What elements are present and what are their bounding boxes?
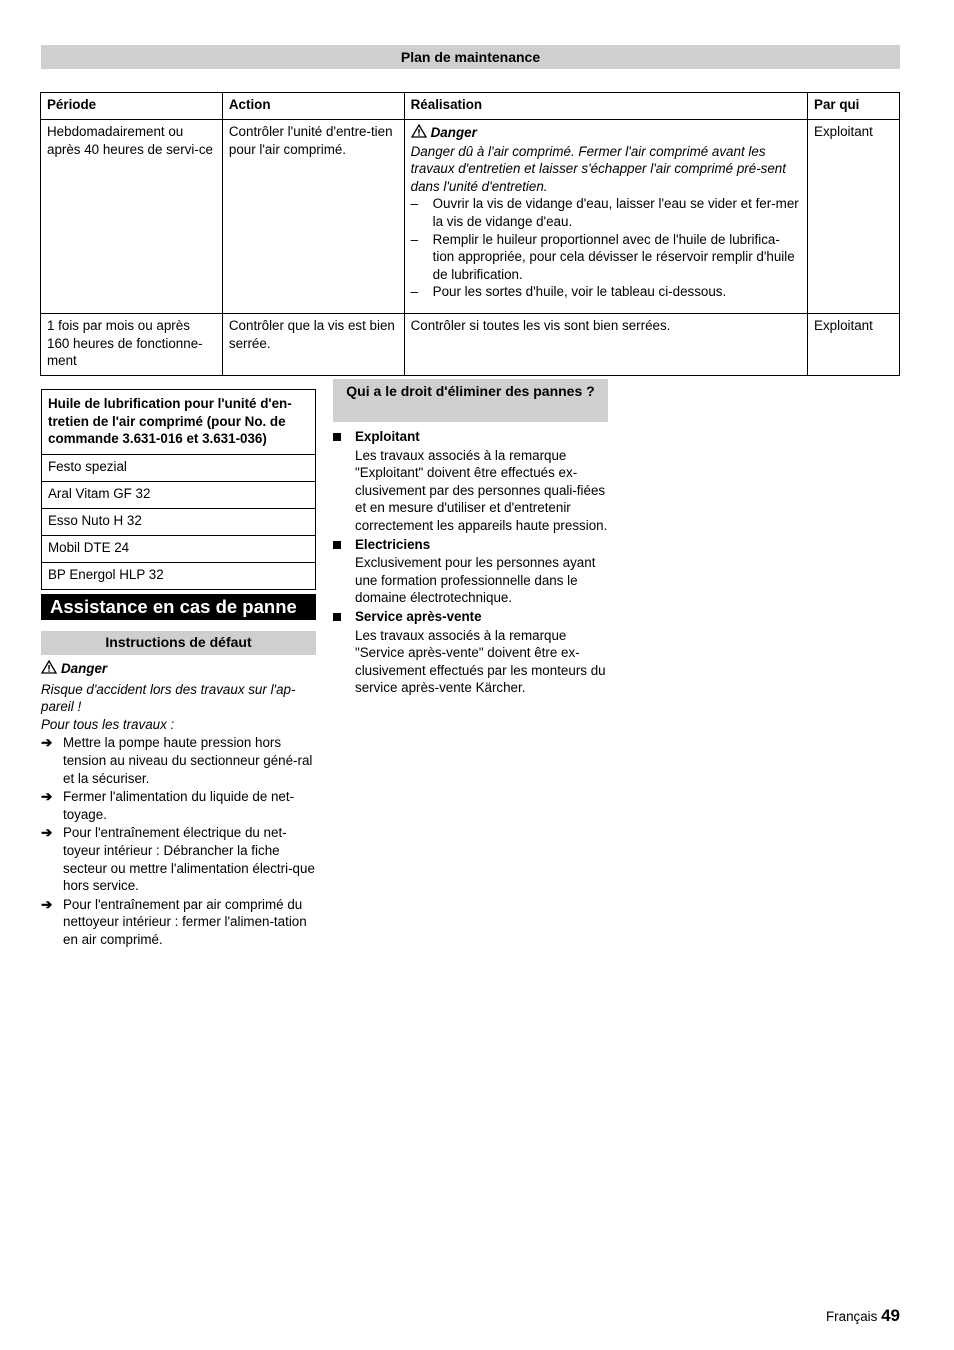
square-bullet-icon: [333, 541, 341, 549]
table-row: [42, 536, 316, 563]
row1-danger-label: Danger: [430, 125, 477, 140]
warning-triangle-icon: [411, 124, 427, 138]
arrow-right-icon: ➔: [41, 789, 53, 805]
rights-label-1: Exploitant: [355, 429, 420, 444]
row2-realisation: Contrôler si toutes les vis sont bien serrées.: [404, 314, 807, 376]
square-bullet-icon: [333, 613, 341, 621]
list-item: [333, 608, 608, 697]
rights-text-2: Exclusivement pour les personnes ayant une formation professionnelle dans le domaine électrotechnique.: [355, 555, 596, 606]
assistance-for-all: Pour tous les travaux :: [41, 716, 175, 732]
row2-period: 1 fois par mois ou après 160 heures de fonctionne-ment: [41, 314, 223, 376]
row1-who: Exploitant: [808, 120, 900, 314]
table-row: [41, 120, 900, 314]
rights-title: Qui a le droit d'éliminer des pannes ?: [333, 379, 608, 422]
assistance-danger-label: Danger: [61, 661, 108, 676]
oil-table-header: Huile de lubrification pour l'unité d'en-tretien de l'air comprimé (pour No. de commande 3.631-016 et 3.631-036): [42, 390, 316, 455]
row2-who: Exploitant: [808, 314, 900, 376]
instructions-subtitle: Instructions de défaut: [41, 631, 316, 655]
assistance-item-1: Mettre la pompe haute pression hors tension au niveau du sectionneur géné-ral et la sécuriser.: [63, 735, 313, 786]
maintenance-table: [40, 92, 900, 376]
table-row: [41, 314, 900, 376]
header-realisation: Réalisation: [404, 93, 807, 120]
rights-body: [333, 427, 608, 697]
header-periode: Période: [41, 93, 223, 120]
rights-label-2: Electriciens: [355, 536, 431, 552]
row1-step-2: Remplir le huileur proportionnel avec de l'huile de lubrifica-tion appropriée, pour cela dévisser le réservoir remplir d'huile de lubrification.: [432, 231, 795, 282]
row1-step-3: Pour les sortes d'huile, voir le tableau ci-dessous.: [432, 284, 727, 300]
list-item: [41, 734, 319, 787]
warning-triangle-icon: [41, 660, 57, 674]
row1-step-1: Ouvrir la vis de vidange d'eau, laisser l'eau se vider et fer-mer la vis de vidange d'eau.: [432, 196, 799, 229]
page-number: 49: [881, 1306, 900, 1325]
row1-realisation: [404, 120, 807, 314]
assistance-title: Assistance en cas de panne: [41, 594, 316, 620]
oil-table: [41, 389, 316, 590]
oil-table-header-row: [42, 390, 316, 455]
row1-period: Hebdomadairement ou après 40 heures de servi-ce: [41, 120, 223, 314]
oil-cell-1: Festo spezial: [42, 455, 316, 482]
table-row: [42, 563, 316, 590]
table-row: [42, 509, 316, 536]
assistance-danger-heading: [41, 660, 319, 678]
table-header-row: [41, 93, 900, 120]
list-item: [333, 536, 608, 607]
arrow-right-icon: ➔: [41, 735, 53, 751]
oil-cell-5: BP Energol HLP 32: [42, 563, 316, 590]
table-row: [42, 482, 316, 509]
page-footer: [826, 1307, 900, 1326]
list-item: [41, 896, 319, 949]
rights-label-3: Service après-vente: [355, 608, 482, 624]
arrow-right-icon: ➔: [41, 825, 53, 841]
list-item: [333, 428, 608, 535]
rights-text-1: Les travaux associés à la remarque "Exploitant" doivent être effectués ex-clusivement par des personnes quali-fiées et en mesure d'utiliser et d'entretenir correctement les appareils haute pression.: [355, 447, 608, 533]
list-item: – Ouvrir la vis de vidange d'eau, laisser l'eau se vider et fer-mer la vis de vidange d'eau.: [411, 195, 801, 230]
assistance-item-4: Pour l'entraînement par air comprimé du nettoyeur intérieur : fermer l'alimen-tation en air comprimé.: [63, 896, 307, 947]
oil-cell-3: Esso Nuto H 32: [42, 509, 316, 536]
arrow-right-icon: ➔: [41, 896, 53, 912]
square-bullet-icon: [333, 433, 341, 441]
assistance-item-3: Pour l'entraînement électrique du net-toyeur intérieur : Débrancher la fiche secteur ou mettre l'alimentation électri-que hors service.: [63, 825, 315, 894]
rights-text-3: Les travaux associés à la remarque "Service après-vente" doivent être ex-clusivement effectués par les monteurs du service après-vente Kärcher.: [355, 627, 606, 696]
table-row: [42, 455, 316, 482]
oil-cell-2: Aral Vitam GF 32: [42, 482, 316, 509]
row1-action: Contrôler l'unité d'entre-tien pour l'air comprimé.: [222, 120, 404, 314]
assistance-body: [41, 660, 319, 949]
maintenance-title: Plan de maintenance: [41, 45, 900, 69]
row1-danger-text: Danger dû à l'air comprimé. Fermer l'air comprimé avant les travaux d'entretien et laisser s'échapper l'air comprimé pré-sent dans l'unité d'entretien.: [410, 143, 786, 194]
assistance-item-2: Fermer l'alimentation du liquide de net-toyage.: [63, 789, 295, 822]
list-item: [41, 788, 319, 823]
list-item: [41, 824, 319, 894]
header-par-qui: Par qui: [808, 93, 900, 120]
list-item: – Remplir le huileur proportionnel avec de l'huile de lubrifica-tion appropriée, pour cela dévisser le réservoir remplir d'huile de lubrification.: [411, 231, 801, 284]
header-action: Action: [222, 93, 404, 120]
footer-language: Français: [825, 1309, 878, 1324]
row1-danger-heading: [411, 124, 801, 142]
row2-action: Contrôler que la vis est bien serrée.: [222, 314, 404, 376]
oil-cell-4: Mobil DTE 24: [42, 536, 316, 563]
assistance-risk: Risque d'accident lors des travaux sur l'ap-pareil !: [41, 681, 296, 715]
list-item: – Pour les sortes d'huile, voir le tableau ci-dessous.: [410, 284, 727, 300]
